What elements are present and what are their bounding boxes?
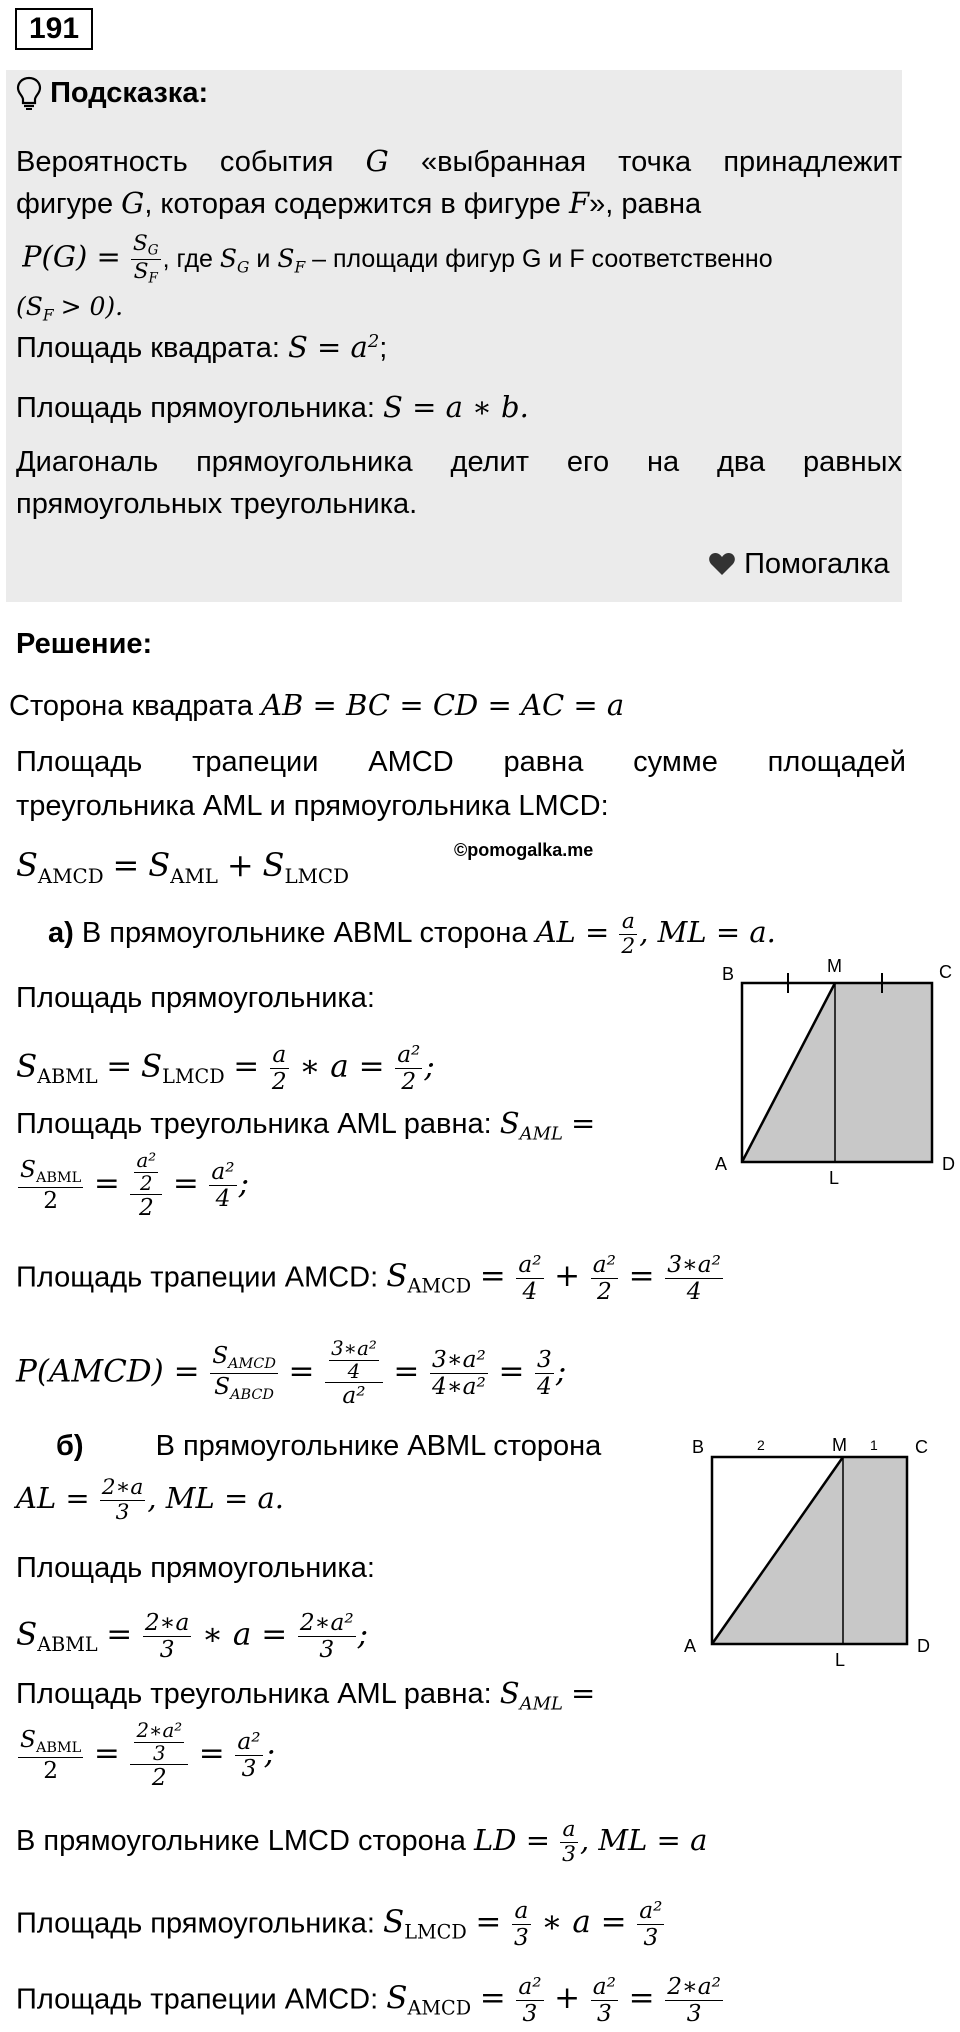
part-a-probability: P(AMCD) = $\frac{S_{AMCD}}{S_{ABCD}}$ = $\frac{\frac{\text{3∗a²}}{4}}{\text{a²}}$ = $\frac{\text{3∗a²}}{\text{4∗a²}}$ = $\frac{3}{4}$ ; <box>16 1337 567 1410</box>
figure-b-label-2: 2 <box>757 1437 765 1453</box>
figure-b <box>680 1430 940 1670</box>
task-number: 191 <box>15 8 93 50</box>
hint-title <box>16 76 208 110</box>
trapezoid-statement-1: Площадь трапеции AMCD равна сумме площадей <box>16 746 906 778</box>
part-b-rect-area-text: Площадь прямоугольника: <box>16 1552 375 1584</box>
part-a-triangle-text: Площадь треугольника AML равна: $S_{AML}$ = <box>16 1106 596 1145</box>
figure-a-label-d: D <box>942 1154 955 1174</box>
heart-icon <box>708 552 736 576</box>
solution-title: Решение: <box>16 628 153 660</box>
hint-paragraph-2: фигуре G, которая содержится в фигуре F», равна <box>16 186 702 220</box>
brand-link[interactable]: Помогалка <box>708 548 890 581</box>
figure-b-label-a: A <box>684 1636 697 1656</box>
lightbulb-icon <box>16 76 42 110</box>
part-b-formula-1: $S_{ABML}$ = $\frac{2∗a}{3}$ ∗ a = $\frac{\text{2∗a²}}{3}$ ; <box>16 1609 369 1663</box>
figure-b-label-m: M <box>832 1435 847 1455</box>
part-b-formula-3: Площадь прямоугольника: $S_{LMCD}$ = $\frac{a}{3}$ ∗ a = $\frac{\text{a²}}{3}$ <box>16 1897 663 1951</box>
trapezoid-statement-2: треугольника AML и прямоугольника LMCD: <box>16 790 609 822</box>
figure-a-label-l: L <box>829 1168 840 1188</box>
sum-formula: $S_{AMCD} = S_{AML} + S_{LMCD}$ <box>16 846 349 888</box>
hint-diagonal-line-1: Диагональ прямоугольника делит его на два равных <box>16 446 902 478</box>
figure-a-shaded-trapezoid <box>742 983 932 1162</box>
hint-rectangle-area: Площадь прямоугольника: S = a ∗ b. <box>16 390 529 424</box>
figure-a-label-b: B <box>722 964 735 984</box>
part-a-intro: а) В прямоугольнике ABML сторона AL = $\frac{a}{2}$ , ML = a. <box>48 909 776 959</box>
figure-b-label-l: L <box>835 1650 846 1670</box>
figure-a-label-m: M <box>827 958 842 976</box>
figure-a <box>712 958 960 1188</box>
hint-probability-formula: P(G) = $\frac{S_G}{S_F}$ , где $S_G$ и $S_F$ – площади фигур G и F соответственно <box>22 232 773 287</box>
figure-b-label-1: 1 <box>870 1437 878 1453</box>
figure-a-label-a: A <box>715 1154 728 1174</box>
hint-condition: $(S_F > 0)$. <box>16 292 124 325</box>
part-b-lmcd: В прямоугольнике LMCD сторона LD = $\frac{a}{3}$ , ML = a <box>16 1817 708 1867</box>
hint-diagonal-line-2: прямоугольных треугольника. <box>16 488 418 520</box>
figure-b-label-b: B <box>692 1437 705 1457</box>
figure-b-shaded-trapezoid <box>712 1457 907 1644</box>
hint-square-area: Площадь квадрата: $S = a^2$; <box>16 330 388 364</box>
part-b-al: AL = $\frac{2∗a}{3}$ , ML = a. <box>16 1475 285 1525</box>
side-statement: Сторона квадрата AB = BC = CD = AC = a <box>9 688 625 722</box>
part-a-formula-2: $\frac{S_{ABML}}{2}$ = $\frac{\frac{\text{a²}}{2}}{2}$ = $\frac{\text{a²}}{4}$ ; <box>20 1149 250 1222</box>
part-a-rect-area-text: Площадь прямоугольника: <box>16 982 375 1014</box>
part-b-intro: б) В прямоугольнике ABML сторона <box>56 1430 602 1462</box>
figure-a-label-c: C <box>939 962 952 982</box>
hint-paragraph-1: Вероятность события G «выбранная точка принадлежит <box>16 144 903 178</box>
part-b-formula-4: Площадь трапеции AMCD: $S_{AMCD}$ = $\frac{\text{a²}}{3}$ + $\frac{\text{a²}}{3}$ = $\frac{\text{2∗a²}}{3}$ <box>16 1973 721 2027</box>
hint-title-text: Подсказка: <box>50 77 209 109</box>
watermark: ©pomogalka.me <box>454 840 594 860</box>
part-a-formula-1: $S_{ABML} = S_{LMCD}$ = $\frac{a}{2}$ ∗ a = $\frac{\text{a²}}{2}$ ; <box>16 1041 435 1095</box>
part-b-formula-2: $\frac{S_{ABML}}{2}$ = $\frac{\frac{\text{2∗a²}}{3}}{2}$ = $\frac{\text{a²}}{3}$ ; <box>20 1719 276 1792</box>
part-a-formula-3: Площадь трапеции AMCD: $S_{AMCD}$ = $\frac{\text{a²}}{4}$ + $\frac{\text{a²}}{2}$ = $\frac{\text{3∗a²}}{4}$ <box>16 1251 721 1305</box>
part-b-triangle-text: Площадь треугольника AML равна: $S_{AML}$ = <box>16 1676 596 1715</box>
figure-b-label-d: D <box>917 1636 930 1656</box>
figure-b-label-c: C <box>915 1437 928 1457</box>
